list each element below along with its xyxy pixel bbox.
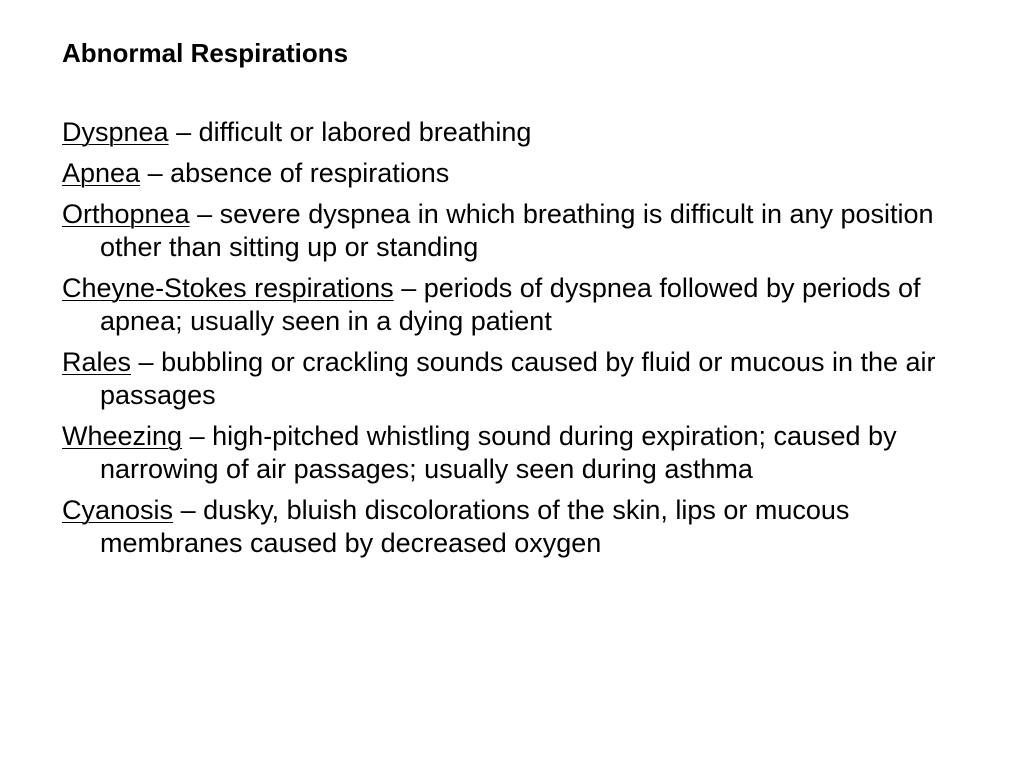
term-entry-orthopnea xyxy=(62,198,962,264)
term-separator: – xyxy=(189,421,205,451)
term-separator: – xyxy=(197,199,213,229)
term-separator: – xyxy=(180,495,196,525)
term-separator: – xyxy=(138,347,154,377)
term-name: Dyspnea xyxy=(62,117,169,147)
term-list xyxy=(62,116,962,568)
term-definition: bubbling or crackling sounds caused by fluid or mucous in the air passages xyxy=(100,347,936,410)
term-name: Rales xyxy=(62,347,132,377)
term-entry-cyanosis xyxy=(62,494,962,560)
term-definition: absence of respirations xyxy=(170,158,450,188)
slide-title: Abnormal Respirations xyxy=(62,38,349,68)
term-separator: – xyxy=(176,117,192,147)
term-name: Cheyne-Stokes respirations xyxy=(62,273,394,303)
term-separator: – xyxy=(147,158,163,188)
term-name: Wheezing xyxy=(62,421,183,451)
term-separator: – xyxy=(401,273,417,303)
term-name: Apnea xyxy=(62,158,141,188)
term-name: Cyanosis xyxy=(62,495,174,525)
term-definition: severe dyspnea in which breathing is difficult in any position other than sitting up or standing xyxy=(100,199,934,262)
term-definition: dusky, bluish discolorations of the skin, lips or mucous membranes caused by decreased oxygen xyxy=(100,495,850,558)
term-entry-cheyne-stokes xyxy=(62,272,962,338)
term-entry-dyspnea xyxy=(62,116,962,149)
term-entry-apnea xyxy=(62,157,962,190)
term-definition: periods of dyspnea followed by periods of apnea; usually seen in a dying patient xyxy=(100,273,921,336)
term-definition: high-pitched whistling sound during expiration; caused by narrowing of air passages; usually seen during asthma xyxy=(100,421,897,484)
term-entry-rales xyxy=(62,346,962,412)
term-name: Orthopnea xyxy=(62,199,190,229)
term-definition: difficult or labored breathing xyxy=(198,117,532,147)
term-entry-wheezing xyxy=(62,420,962,486)
